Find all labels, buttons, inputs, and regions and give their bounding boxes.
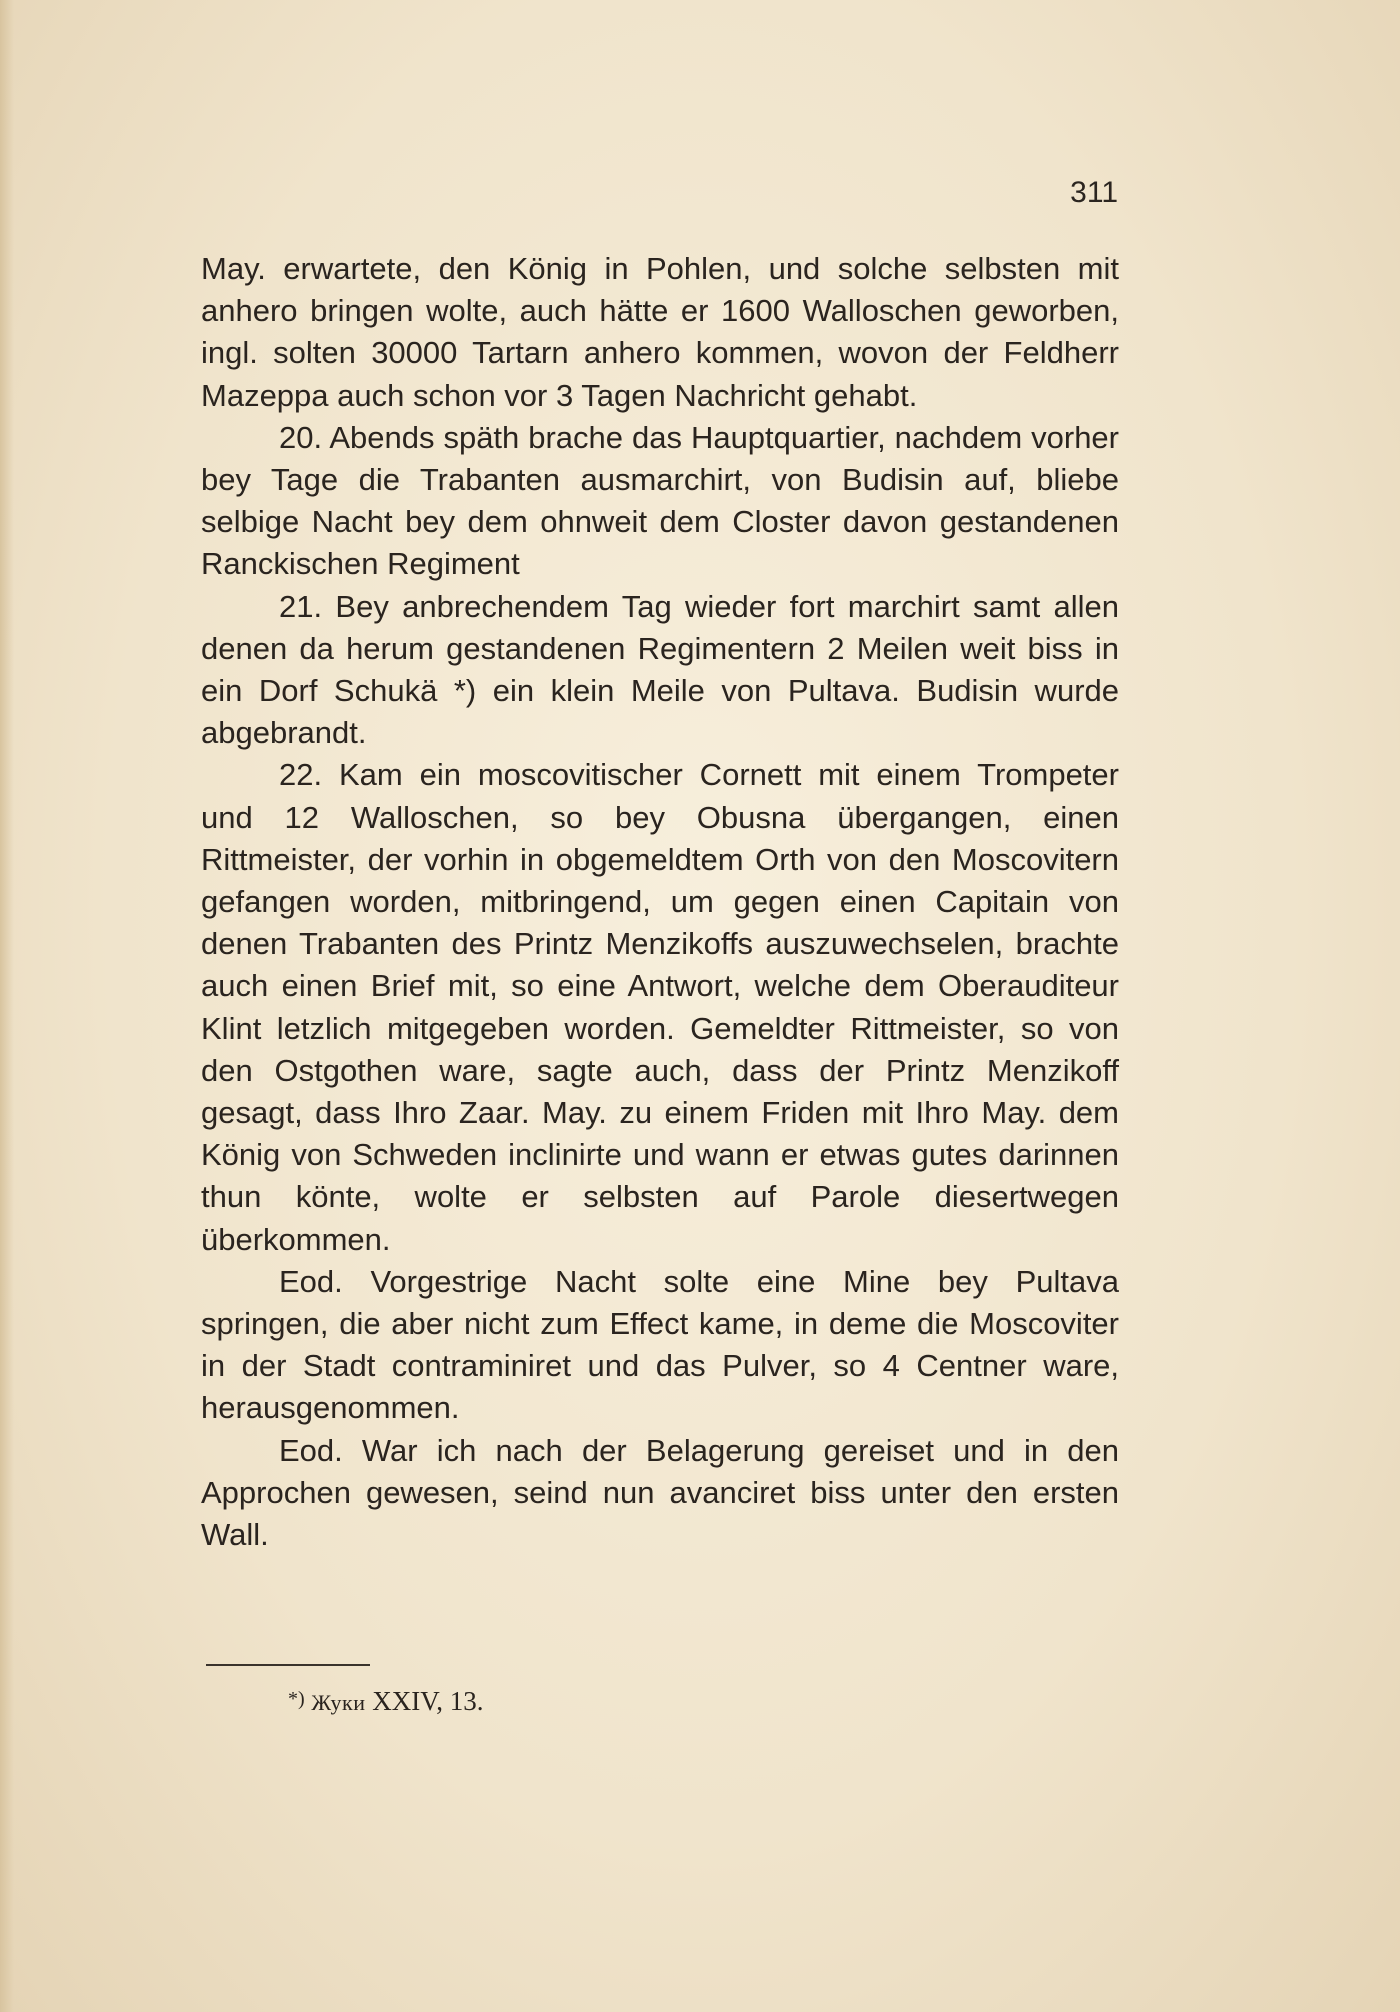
footnote-reference: XXIV, 13. xyxy=(372,1686,484,1716)
paragraph: May. erwartete, den König in Pohlen, und solche selbsten mit anhero bringen wolte, auch hätte er 1600 Walloschen geworben, ingl. solten 30000 Tartarn anhero kommen, wovon der Feldherr Mazeppa auch schon vor 3 Tagen Nachricht gehabt. xyxy=(201,251,1119,413)
footnote-marker: *) xyxy=(288,1688,305,1710)
footnote xyxy=(288,1686,484,1717)
paragraph: Eod. War ich nach der Belagerung gereiset und in den Approchen gewesen, seind nun avanciret biss unter den ersten Wall. xyxy=(201,1432,1119,1553)
footnote-separator xyxy=(206,1664,370,1666)
footnote-source: Жуки xyxy=(311,1690,366,1715)
paragraph: 21. Bey anbrechendem Tag wieder fort marchirt samt allen denen da herum gestandenen Regimentern 2 Meilen weit biss in ein Dorf Schukä *) ein klein Meile von Pultava. Budisin wurde abgebrandt. xyxy=(201,588,1119,751)
page-edge-shadow xyxy=(0,0,14,2012)
paragraph: Eod. Vorgestrige Nacht solte eine Mine bey Pultava springen, die aber nicht zum Effect kame, in deme die Moscoviter in der Stadt contraminiret und das Pulver, so 4 Centner ware, herausgenommen. xyxy=(201,1263,1119,1426)
body-text xyxy=(201,248,1119,1556)
paragraph: 20. Abends späth brache das Hauptquartier, nachdem vorher bey Tage die Trabanten ausmarchirt, von Budisin auf, bliebe selbige Nacht bey dem ohnweit dem Closter davon gestandenen Ranckischen Regiment xyxy=(201,419,1119,582)
page-number: 311 xyxy=(1070,176,1118,209)
paragraph: 22. Kam ein moscovitischer Cornett mit einem Trompeter und 12 Walloschen, so bey Obusna übergangen, einen Rittmeister, der vorhin in obgemeldtem Orth von den Moscovitern gefangen worden, mitbringend, um gegen einen Capitain von denen Trabanten des Printz Menzikoffs auszuwechselen, brachte auch einen Brief mit, so eine Antwort, welche dem Oberauditeur Klint letzlich mitgegeben worden. Gemeldter Rittmeister, so von den Ostgothen ware, sagte auch, dass der Printz Menzikoff gesagt, dass Ihro Zaar. May. zu einem Friden mit Ihro May. dem König von Schweden inclinirte und wann er etwas gutes darinnen thun könte, wolte er selbsten auf Parole diesertwegen überkommen. xyxy=(201,757,1119,1257)
